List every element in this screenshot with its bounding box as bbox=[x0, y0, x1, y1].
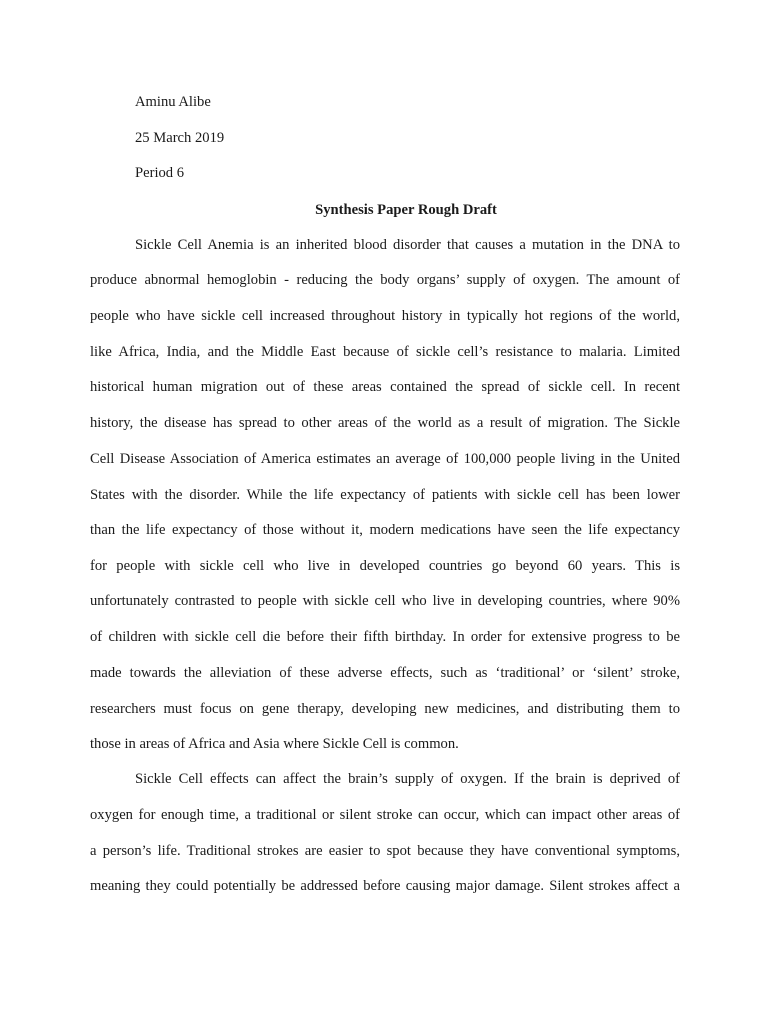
paragraph-line: Sickle Cell effects can affect the brain’s supply of oxygen. If the brain is deprived of bbox=[135, 771, 680, 787]
paragraph-line: unfortunately contrasted to people with sickle cell who live in developing countries, where 90% bbox=[90, 593, 680, 609]
paragraph-line: a person’s life. Traditional strokes are easier to spot because they have conventional symptoms, bbox=[90, 843, 680, 859]
paragraph-line: made towards the alleviation of these adverse effects, such as ‘traditional’ or ‘silent’ stroke, bbox=[90, 665, 680, 681]
paragraph-line: researchers must focus on gene therapy, developing new medicines, and distributing them to bbox=[90, 701, 680, 717]
paragraph-line: oxygen for enough time, a traditional or silent stroke can occur, which can impact other areas of bbox=[90, 807, 680, 823]
paragraph-line: people who have sickle cell increased throughout history in typically hot regions of the world, bbox=[90, 308, 680, 324]
paragraph-line: for people with sickle cell who live in developed countries go beyond 60 years. This is bbox=[90, 558, 680, 574]
paragraph-line: Sickle Cell Anemia is an inherited blood disorder that causes a mutation in the DNA to bbox=[135, 237, 680, 253]
paragraph-line: Cell Disease Association of America estimates an average of 100,000 people living in the United bbox=[90, 451, 680, 467]
paragraph-line: States with the disorder. While the life expectancy of patients with sickle cell has been lower bbox=[90, 487, 680, 503]
paragraph-line: history, the disease has spread to other areas of the world as a result of migration. The Sickle bbox=[90, 415, 680, 431]
date-line: 25 March 2019 bbox=[135, 130, 225, 146]
paragraph-line: like Africa, India, and the Middle East because of sickle cell’s resistance to malaria. Limited bbox=[90, 344, 680, 360]
paragraph-line: of children with sickle cell die before their fifth birthday. In order for extensive progress to be bbox=[90, 629, 680, 645]
page-title: Synthesis Paper Rough Draft bbox=[315, 202, 497, 218]
paragraph-line: historical human migration out of these areas contained the spread of sickle cell. In recent bbox=[90, 379, 680, 395]
paragraph-line: than the life expectancy of those without it, modern medications have seen the life expectancy bbox=[90, 522, 680, 538]
author-name: Aminu Alibe bbox=[135, 94, 211, 110]
period-line: Period 6 bbox=[135, 165, 185, 181]
paragraph-line: produce abnormal hemoglobin - reducing the body organs’ supply of oxygen. The amount of bbox=[90, 272, 680, 288]
paragraph-line: meaning they could potentially be addressed before causing major damage. Silent strokes affect a bbox=[90, 878, 680, 894]
paragraph-line: those in areas of Africa and Asia where Sickle Cell is common. bbox=[90, 736, 459, 752]
